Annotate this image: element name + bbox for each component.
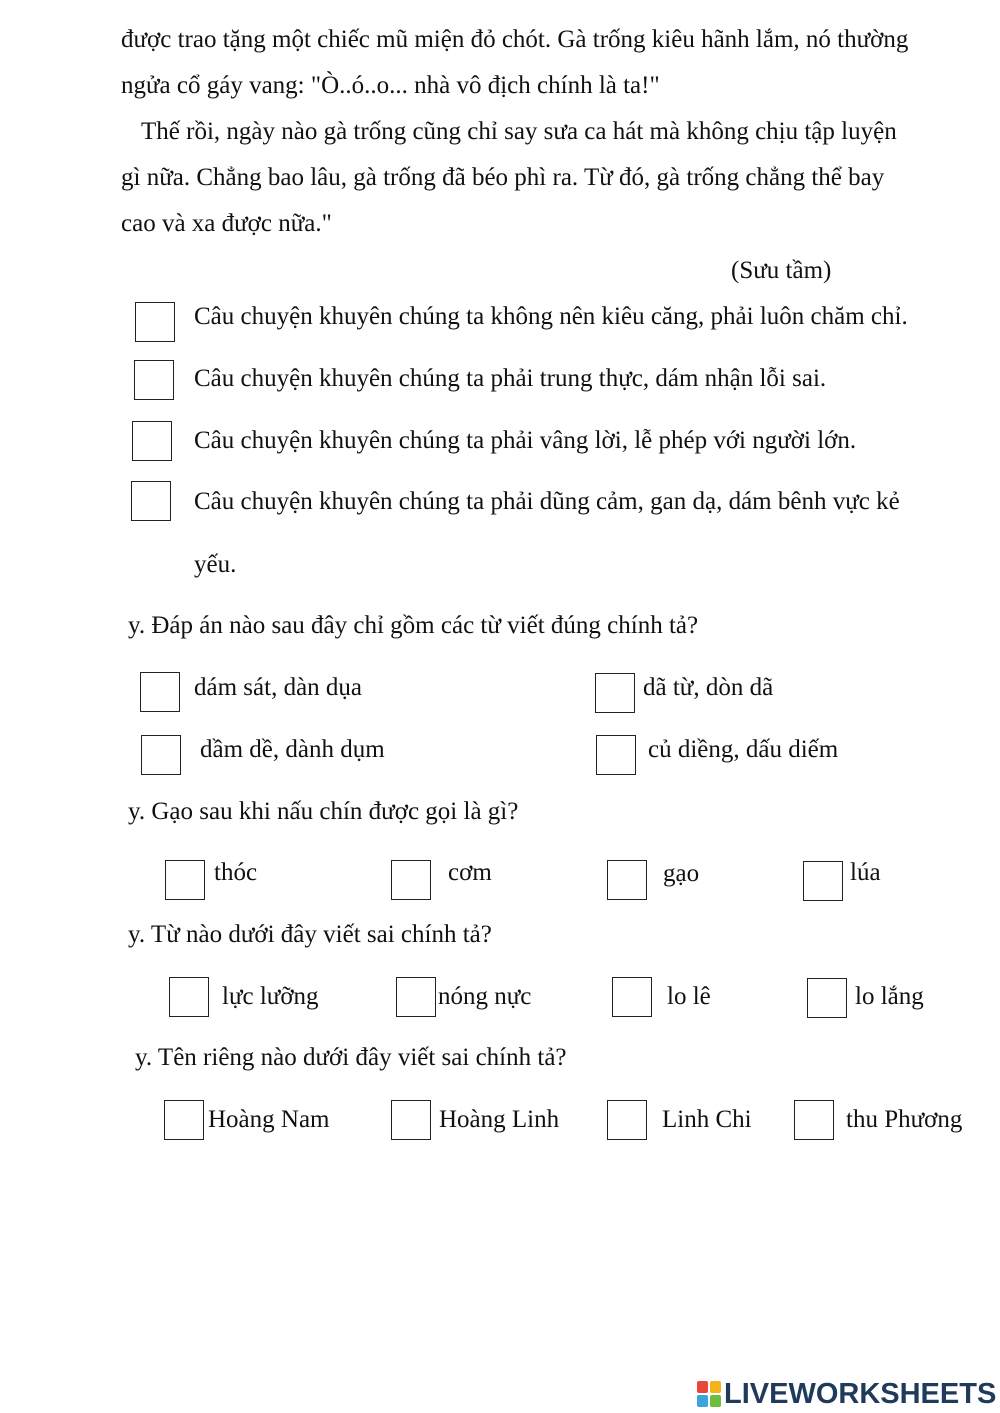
spelling-option-3-checkbox[interactable]	[141, 735, 181, 775]
spelling-option-2-checkbox[interactable]	[595, 673, 635, 713]
name-option-3-checkbox[interactable]	[607, 1100, 647, 1140]
wrong-word-option-1-checkbox[interactable]	[169, 977, 209, 1017]
liveworksheets-logo	[697, 1377, 996, 1411]
rice-option-1-checkbox[interactable]	[165, 860, 205, 900]
wrong-word-option-1-label: lực lưỡng	[222, 983, 319, 1010]
name-option-4-checkbox[interactable]	[794, 1100, 834, 1140]
name-option-2-label: Hoàng Linh	[439, 1106, 560, 1133]
proper-name-question: y. Tên riêng nào dưới đây viết sai chính tả?	[135, 1044, 567, 1071]
name-option-2-checkbox[interactable]	[391, 1100, 431, 1140]
moral-option-3-label: Câu chuyện khuyên chúng ta phải vâng lời, lễ phép với người lớn.	[194, 427, 857, 454]
moral-option-1-label: Câu chuyện khuyên chúng ta không nên kiêu căng, phải luôn chăm chỉ.	[194, 303, 908, 330]
wrong-word-option-3-label: lo lê	[667, 983, 711, 1010]
rice-option-2-checkbox[interactable]	[391, 860, 431, 900]
wrong-word-option-2-label: nóng nực	[438, 983, 532, 1010]
rice-option-4-label: lúa	[850, 859, 881, 886]
moral-option-4-checkbox[interactable]	[131, 481, 171, 521]
spelling-option-4-label: củ diềng, dấu diếm	[648, 736, 839, 763]
wrong-word-option-3-checkbox[interactable]	[612, 977, 652, 1017]
spelling-option-2-label: dã từ, dòn dã	[643, 674, 774, 701]
name-option-1-label: Hoàng Nam	[208, 1106, 330, 1133]
rice-question: y. Gạo sau khi nấu chín được gọi là gì?	[128, 798, 519, 825]
rice-option-3-checkbox[interactable]	[607, 860, 647, 900]
passage-line-5: cao và xa được nữa."	[121, 210, 332, 237]
moral-option-1-checkbox[interactable]	[135, 302, 175, 342]
name-option-1-checkbox[interactable]	[164, 1100, 204, 1140]
logo-mark-blue	[697, 1395, 708, 1407]
logo-mark-red	[697, 1381, 708, 1393]
name-option-4-label: thu Phương	[846, 1106, 963, 1133]
logo-mark-yellow	[710, 1381, 721, 1393]
liveworksheets-logo-icon	[697, 1381, 721, 1407]
spelling-option-1-checkbox[interactable]	[140, 672, 180, 712]
wrong-word-option-4-label: lo lắng	[855, 983, 924, 1010]
moral-option-4-label: Câu chuyện khuyên chúng ta phải dũng cảm, gan dạ, dám bênh vực kẻ	[194, 488, 900, 515]
moral-option-3-checkbox[interactable]	[132, 421, 172, 461]
wrong-word-option-4-checkbox[interactable]	[807, 978, 847, 1018]
rice-option-3-label: gạo	[663, 860, 700, 887]
passage-source: (Sưu tầm)	[731, 257, 832, 284]
name-option-3-label: Linh Chi	[662, 1106, 752, 1133]
liveworksheets-brand-text: LIVEWORKSHEETS	[724, 1377, 997, 1410]
spelling-question: y. Đáp án nào sau đây chỉ gồm các từ viết đúng chính tả?	[128, 612, 699, 639]
rice-option-1-label: thóc	[214, 859, 258, 886]
wrong-word-option-2-checkbox[interactable]	[396, 977, 436, 1017]
passage-line-1: được trao tặng một chiếc mũ miện đỏ chót. Gà trống kiêu hãnh lắm, nó thường	[121, 26, 909, 53]
moral-option-4-label-cont: yếu.	[194, 551, 237, 578]
logo-mark-green	[710, 1395, 721, 1407]
spelling-option-3-label: dầm dề, dành dụm	[200, 736, 385, 763]
moral-option-2-label: Câu chuyện khuyên chúng ta phải trung thực, dám nhận lỗi sai.	[194, 365, 827, 392]
passage-line-2: ngửa cổ gáy vang: "Ò..ó..o... nhà vô địch chính là ta!"	[121, 72, 660, 99]
spelling-option-1-label: dám sát, dàn dụa	[194, 674, 363, 701]
passage-line-4: gì nữa. Chẳng bao lâu, gà trống đã béo phì ra. Từ đó, gà trống chẳng thể bay	[121, 164, 885, 191]
rice-option-4-checkbox[interactable]	[803, 861, 843, 901]
moral-option-2-checkbox[interactable]	[134, 360, 174, 400]
rice-option-2-label: cơm	[448, 859, 492, 886]
passage-line-3: Thế rồi, ngày nào gà trống cũng chỉ say sưa ca hát mà không chịu tập luyện	[141, 118, 897, 145]
wrong-word-question: y. Từ nào dưới đây viết sai chính tả?	[128, 921, 492, 948]
spelling-option-4-checkbox[interactable]	[596, 735, 636, 775]
